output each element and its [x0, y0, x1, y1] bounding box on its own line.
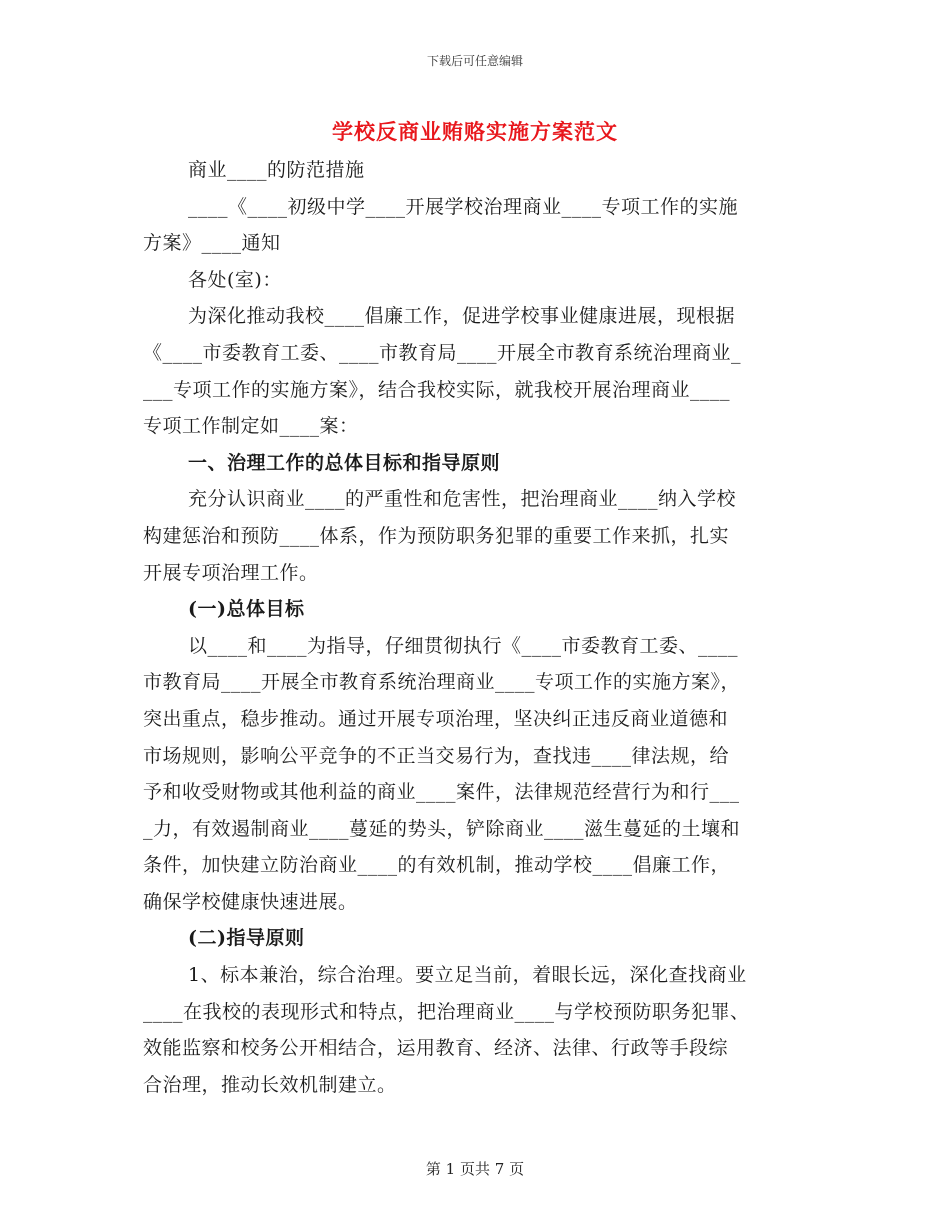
body-line: 条件，加快建立防治商业____的有效机制，推动学校____倡廉工作，: [143, 854, 731, 877]
body-line: 市教育局____开展全市教育系统治理商业____专项工作的实施方案》，: [143, 671, 741, 694]
body-line: 以____和____为指导，仔细贯彻执行《____市委教育工委、____: [188, 634, 739, 657]
section-heading: (一)总体目标: [188, 598, 305, 621]
body-line: 为深化推动我校____倡廉工作，促进学校事业健康进展，现根据: [188, 305, 736, 328]
body-line: 效能监察和校务公开相结合，运用教育、经济、法律、行政等手段综: [143, 1037, 729, 1060]
body-line: 构建惩治和预防____体系，作为预防职务犯罪的重要工作来抓，扎实: [143, 524, 730, 547]
body-line: 突出重点，稳步推动。通过开展专项治理，坚决纠正违反商业道德和: [143, 707, 729, 730]
section-heading: 一、治理工作的总体目标和指导原则: [188, 451, 501, 474]
body-line: 充分认识商业____的严重性和危害性，把治理商业____纳入学校: [188, 488, 737, 511]
header-note: 下载后可任意编辑: [426, 54, 523, 68]
body-line: 开展专项治理工作。: [143, 561, 319, 584]
body-line: 确保学校健康快速进展。: [143, 890, 358, 913]
body-line: 合治理，推动长效机制建立。: [143, 1073, 397, 1096]
body-line: ____在我校的表现形式和特点，把治理商业____与学校预防职务犯罪、: [143, 1000, 750, 1023]
body-line: 商业____的防范措施: [188, 159, 365, 181]
body-line: 各处(室)：: [188, 268, 282, 291]
body-line: 1、标本兼治，综合治理。要立足当前，着眼长远，深化查找商业: [188, 964, 747, 987]
body-line: 予和收受财物或其他利益的商业____案件，法律规范经营行为和行___: [143, 781, 740, 804]
body-line: 专项工作制定如____案：: [143, 415, 359, 438]
body-line: 方案》____通知: [143, 232, 281, 255]
document-body: [143, 152, 808, 1103]
page-footer: 第 1 页共 7 页: [425, 1160, 525, 1178]
body-line: 市场规则，影响公平竞争的不正当交易行为，查找违____律法规，给: [143, 744, 730, 767]
body-line: _力，有效遏制商业____蔓延的势头，铲除商业____滋生蔓延的土壤和: [143, 817, 741, 840]
body-line: ___专项工作的实施方案》，结合我校实际，就我校开展治理商业____: [143, 378, 731, 401]
section-heading: (二)指导原则: [188, 927, 305, 950]
body-line: 《____市委教育工委、____市教育局____开展全市教育系统治理商业_: [143, 341, 742, 364]
document-title: 学校反商业贿赂实施方案范文: [332, 119, 618, 144]
body-line: ____《____初级中学____开展学校治理商业____专项工作的实施: [188, 195, 739, 218]
